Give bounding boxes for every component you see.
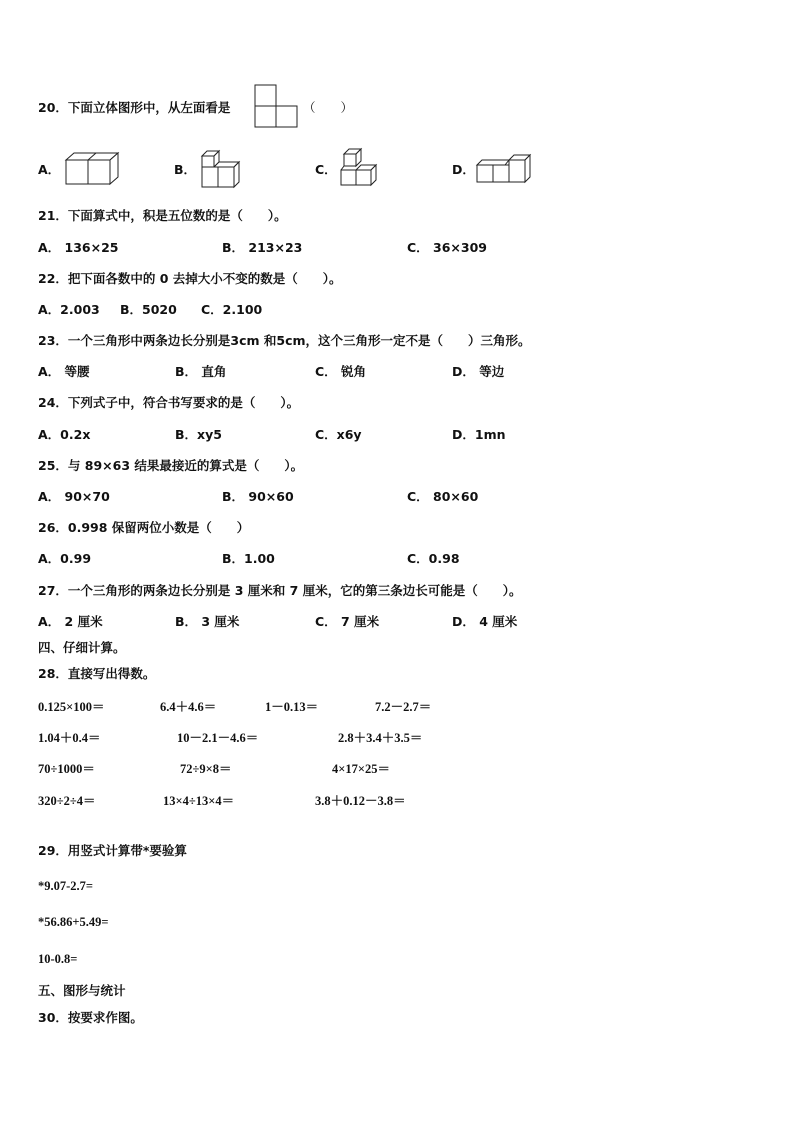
q27-option-c[interactable]: C． 7 厘米 [315,614,380,629]
calc-item: 10－2.1－4.6＝ [177,731,259,745]
q23-option-a[interactable]: A． 等腰 [38,364,90,379]
q22-stem: 22．把下面各数中的 0 去掉大小不变的数是（ ）。 [38,271,342,286]
q24-option-b[interactable]: B．xy5 [175,427,222,442]
q24-stem: 24．下列式子中，符合书写要求的是（ ）。 [38,395,300,410]
q21-stem: 21．下面算式中，积是五位数的是（ ）。 [38,208,287,223]
q25-option-c[interactable]: C． 80×60 [407,489,479,504]
calc-item: 6.4＋4.6＝ [160,700,217,714]
vertical-calc-item: *56.86+5.49= [38,915,109,929]
q21-option-c[interactable]: C． 36×309 [407,240,487,255]
q27-option-d[interactable]: D． 4 厘米 [452,614,518,629]
calc-item: 2.8＋3.4＋3.5＝ [338,731,423,745]
q23-option-c[interactable]: C． 锐角 [315,364,367,379]
calc-item: 72÷9×8＝ [180,762,232,776]
q22-option-b[interactable]: B．5020 [120,302,177,317]
q20-option-a-figure [64,150,120,186]
section-4-heading: 四、仔细计算。 [38,640,126,655]
q20-left-view-figure [254,84,300,130]
q20-answer-paren: （ ） [303,100,354,115]
q25-option-a[interactable]: A． 90×70 [38,489,110,504]
q20-option-b-figure [198,150,242,188]
q20-option-c-label[interactable]: C． [315,162,337,177]
q21-option-b[interactable]: B． 213×23 [222,240,303,255]
q25-option-b[interactable]: B． 90×60 [222,489,294,504]
q28-stem: 28．直接写出得数。 [38,666,156,681]
q25-stem: 25．与 89×63 结果最接近的算式是（ ）。 [38,458,304,473]
calc-item: 70÷1000＝ [38,762,95,776]
q23-option-d[interactable]: D． 等边 [452,364,505,379]
q24-option-c[interactable]: C．x6y [315,427,362,442]
q26-option-c[interactable]: C．0.98 [407,551,460,566]
q26-stem: 26．0.998 保留两位小数是（ ） [38,520,250,535]
q20-stem: 20．下面立体图形中，从左面看是 [38,100,231,115]
q22-option-c[interactable]: C．2.100 [201,302,263,317]
section-5-heading: 五、图形与统计 [38,983,126,998]
q27-stem: 27．一个三角形的两条边长分别是 3 厘米和 7 厘米，它的第三条边长可能是（ ）。 [38,583,522,598]
calc-item: 7.2－2.7＝ [375,700,432,714]
q27-option-b[interactable]: B． 3 厘米 [175,614,240,629]
q23-option-b[interactable]: B． 直角 [175,364,227,379]
q20-option-a-label[interactable]: A． [38,162,61,177]
q20-option-d-figure [475,153,533,185]
calc-item: 320÷2÷4＝ [38,794,96,808]
q27-option-a[interactable]: A． 2 厘米 [38,614,103,629]
q24-option-a[interactable]: A．0.2x [38,427,91,442]
q29-stem: 29．用竖式计算带*要验算 [38,843,187,858]
q20-option-b-label[interactable]: B． [174,162,197,177]
calc-item: 4×17×25＝ [332,762,390,776]
q24-option-d[interactable]: D．1mn [452,427,506,442]
q21-option-a[interactable]: A． 136×25 [38,240,119,255]
vertical-calc-item: *9.07-2.7= [38,879,94,893]
calc-item: 13×4÷13×4＝ [163,794,235,808]
calc-item: 1.04＋0.4＝ [38,731,101,745]
q30-stem: 30．按要求作图。 [38,1010,143,1025]
q26-option-a[interactable]: A．0.99 [38,551,92,566]
q26-option-b[interactable]: B．1.00 [222,551,275,566]
calc-item: 3.8＋0.12－3.8＝ [315,794,406,808]
q20-option-d-label[interactable]: D． [452,162,475,177]
q23-stem: 23．一个三角形中两条边长分别是3cm 和5cm，这个三角形一定不是（ ）三角形。 [38,333,531,348]
q20-option-c-figure [338,148,380,188]
q22-option-a[interactable]: A．2.003 [38,302,100,317]
calc-item: 1－0.13＝ [265,700,319,714]
calc-item: 0.125×100＝ [38,700,105,714]
vertical-calc-item: 10-0.8= [38,952,78,966]
